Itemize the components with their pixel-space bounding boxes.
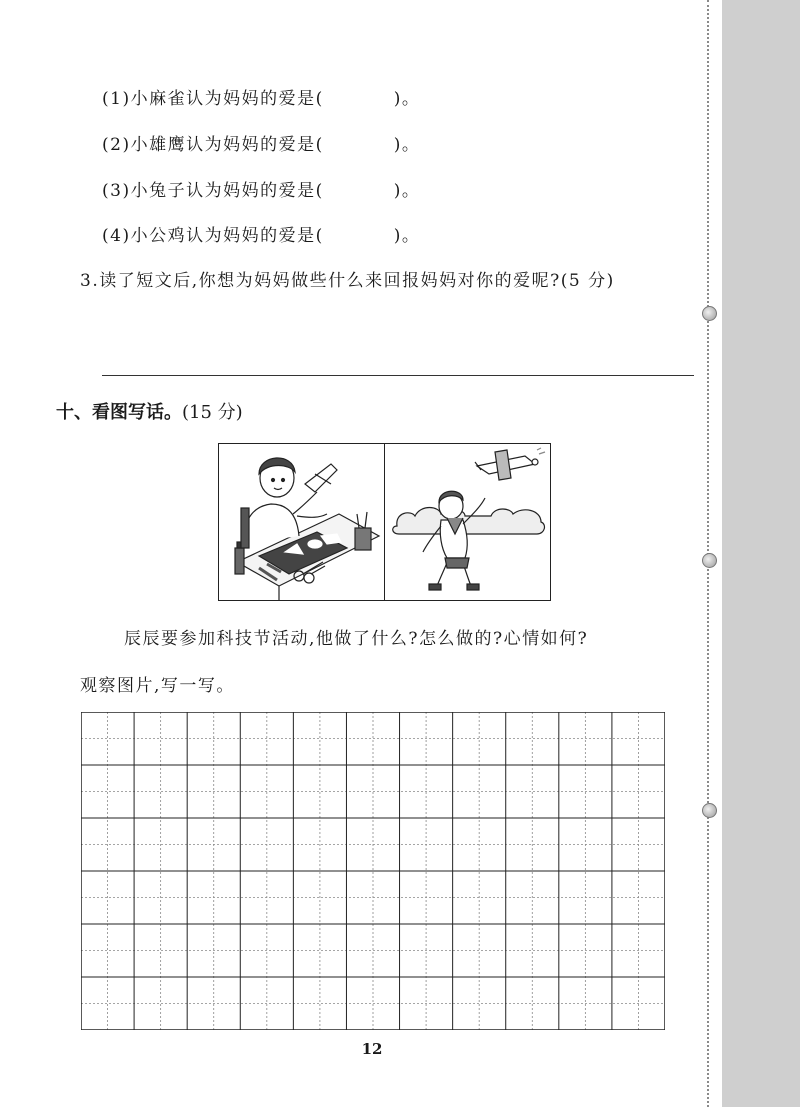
question-4: (4)小公鸡认为妈妈的爱是( )。 — [102, 226, 421, 246]
writing-grid[interactable] — [81, 712, 665, 1030]
writing-prompt-line2: 观察图片,写一写。 — [80, 676, 235, 696]
writing-prompt-line1: 辰辰要参加科技节活动,他做了什么?怎么做的?心情如何? — [124, 629, 589, 649]
question-3: (3)小兔子认为妈妈的爱是( )。 — [102, 181, 421, 201]
binding-strip — [722, 0, 800, 1107]
binding-hole — [702, 306, 717, 321]
question-1: (1)小麻雀认为妈妈的爱是( )。 — [102, 89, 421, 109]
illustration-boy-flying-plane — [384, 443, 551, 601]
section-title: 十、看图写话。(15 分) — [56, 402, 243, 423]
binding-hole — [702, 553, 717, 568]
question-3-prompt: 3.读了短文后,你想为妈妈做些什么来回报妈妈对你的爱呢?(5 分) — [80, 271, 615, 291]
binding-hole — [702, 803, 717, 818]
answer-line[interactable] — [102, 375, 694, 376]
question-2: (2)小雄鹰认为妈妈的爱是( )。 — [102, 135, 421, 155]
illustration-boy-making-plane — [218, 443, 385, 601]
page-number: 12 — [361, 1040, 383, 1058]
